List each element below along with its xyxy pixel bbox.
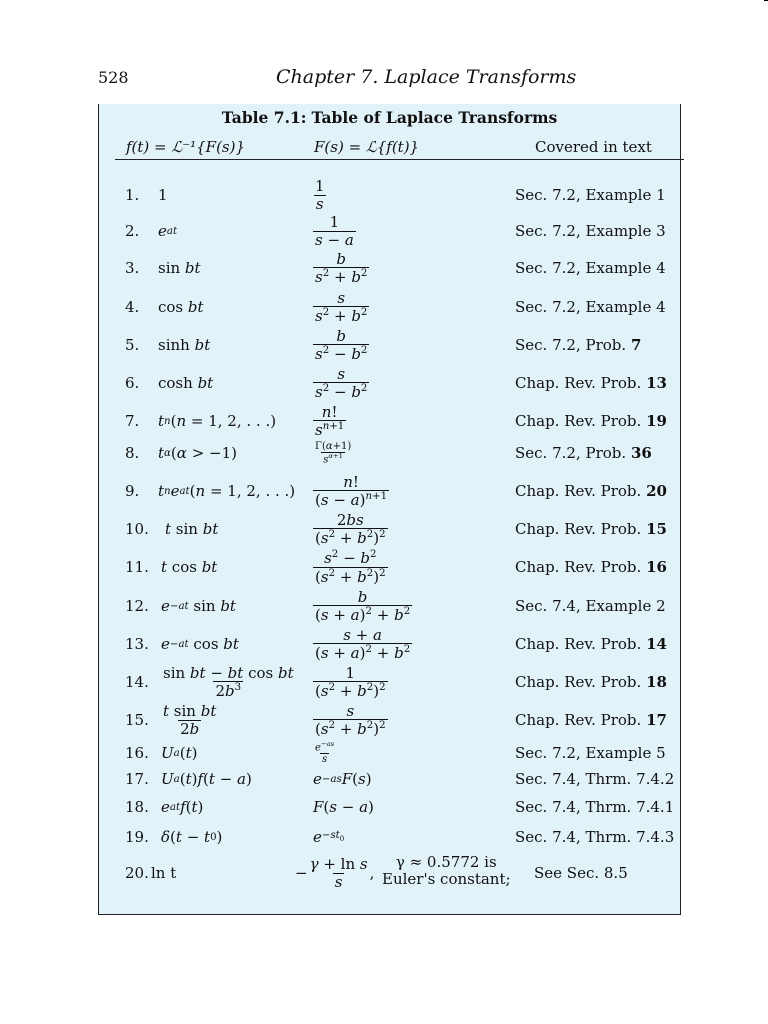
page-number: 528 xyxy=(98,68,129,87)
row-covered: Chap. Rev. Prob. 15 xyxy=(515,520,667,538)
row-function: e −at sin bt xyxy=(161,597,236,615)
row-number: 10. xyxy=(125,520,149,538)
row-function: U a ( t ) xyxy=(161,744,198,762)
table-row xyxy=(99,434,680,472)
row-function: sin bt xyxy=(158,259,201,277)
table-row xyxy=(99,176,680,214)
laplace-table xyxy=(98,104,681,915)
row-covered: Sec. 7.4, Thrm. 7.4.3 xyxy=(515,828,675,846)
row-covered: See Sec. 8.5 xyxy=(534,864,628,882)
row-covered: Sec. 7.2, Example 4 xyxy=(515,259,666,277)
euler-note-line-2: Euler's constant; xyxy=(382,870,511,889)
row-function: 1 xyxy=(158,186,168,204)
row-transform: $\frac{e^{-as}}{s}$ xyxy=(315,739,335,766)
row-transform: $\frac{s}{s^2 + b^2}$ xyxy=(315,288,368,325)
row-function: sinh bt xyxy=(158,336,211,354)
row-covered: Sec. 7.2, Example 1 xyxy=(515,186,666,204)
row-covered: Chap. Rev. Prob. 18 xyxy=(515,673,667,691)
row-covered: Sec. 7.2, Prob. 36 xyxy=(515,444,652,462)
row-covered: Chap. Rev. Prob. 14 xyxy=(515,635,667,653)
euler-note-line-1: γ ≈ 0.5772 is xyxy=(395,853,497,871)
row-function: t sin bt xyxy=(165,520,219,538)
table-row xyxy=(99,212,680,250)
row-transform: e $-st_0$ xyxy=(313,828,345,846)
header-rule xyxy=(115,159,684,160)
row-function: t cos bt xyxy=(161,558,218,576)
row-number: 11. xyxy=(125,558,149,576)
row-covered: Chap. Rev. Prob. 19 xyxy=(515,412,667,430)
row-transform: $\frac{s}{(s^2 + b^2)^2}$ xyxy=(315,701,386,738)
row-transform: $\frac{2bs}{(s^2 + b^2)^2}$ xyxy=(315,510,386,547)
row-covered: Sec. 7.2, Example 4 xyxy=(515,298,666,316)
row-function: U a ( t ) f ( t − a ) xyxy=(161,770,252,788)
row-number: 16. xyxy=(125,744,149,762)
row-transform: $\frac{\Gamma(\alpha+1)}{s^{\alpha+1}}$ xyxy=(315,440,352,466)
table-row xyxy=(99,852,680,894)
caption-label: Table 7.1: xyxy=(221,108,307,127)
row-transform: $\frac{b}{(s + a)^2 + b^2}$ xyxy=(315,587,411,624)
row-function: cosh bt xyxy=(158,374,214,392)
row-number: 20. xyxy=(125,864,149,882)
table-row xyxy=(99,663,680,701)
row-covered: Sec. 7.2, Example 3 xyxy=(515,222,666,240)
table-row xyxy=(99,510,680,548)
row-number: 2. xyxy=(125,222,140,240)
caption-title: Table of Laplace Transforms xyxy=(311,108,558,127)
row-function: $\frac{\text{sin bt − bt cos bt}}{2b^3}$ xyxy=(163,663,294,700)
row-transform: $\frac{b}{s^2 - b^2}$ xyxy=(315,326,368,363)
row-number: 17. xyxy=(125,770,149,788)
row-number: 13. xyxy=(125,635,149,653)
row-number: 14. xyxy=(125,673,149,691)
row-number: 19. xyxy=(125,828,149,846)
row-number: 12. xyxy=(125,597,149,615)
row-transform: − $\frac{\text{γ + ln s}}{s}$ , xyxy=(295,855,375,891)
row-number: 8. xyxy=(125,444,140,462)
row-function: ln t xyxy=(151,864,177,882)
table-row xyxy=(99,249,680,287)
row-transform: F ( s − a ) xyxy=(313,798,374,816)
row-function: e −at cos bt xyxy=(161,635,239,653)
table-row xyxy=(99,625,680,663)
table-row xyxy=(99,818,680,856)
row-number: 6. xyxy=(125,374,140,392)
row-transform: $\frac{s}{s^2 - b^2}$ xyxy=(315,364,368,401)
row-transform: $\frac{1}{s - a}$ xyxy=(315,213,354,249)
row-covered: Sec. 7.4, Example 2 xyxy=(515,597,666,615)
table-row xyxy=(99,364,680,402)
row-covered: Chap. Rev. Prob. 17 xyxy=(515,711,667,729)
row-transform: $\frac{b}{s^2 + b^2}$ xyxy=(315,249,368,286)
header-f: f(t) = ℒ⁻¹{F(s)} xyxy=(126,138,246,156)
row-number: 18. xyxy=(125,798,149,816)
row-transform: $\frac{1}{s}$ xyxy=(315,177,325,213)
corner-mark xyxy=(764,0,768,1)
row-transform: $\frac{s^2 - b^2}{(s^2 + b^2)^2}$ xyxy=(315,549,386,586)
euler-constant-note xyxy=(382,854,511,889)
table-row xyxy=(99,587,680,625)
table-row xyxy=(99,548,680,586)
row-number: 15. xyxy=(125,711,149,729)
row-number: 4. xyxy=(125,298,140,316)
row-covered: Chap. Rev. Prob. 13 xyxy=(515,374,667,392)
header-covered: Covered in text xyxy=(535,138,652,156)
row-covered: Sec. 7.2, Example 5 xyxy=(515,744,666,762)
row-transform: $\frac{1}{(s^2 + b^2)^2}$ xyxy=(315,663,386,700)
row-covered: Sec. 7.4, Thrm. 7.4.1 xyxy=(515,798,675,816)
row-number: 7. xyxy=(125,412,140,430)
table-row xyxy=(99,472,680,510)
row-function: t n e at ( n = 1, 2, . . .) xyxy=(158,482,296,500)
row-function: $\frac{\text{t sin bt}}{2b}$ xyxy=(163,702,217,738)
row-function: t n ( n = 1, 2, . . .) xyxy=(158,412,277,430)
table-row xyxy=(99,326,680,364)
row-covered: Chap. Rev. Prob. 20 xyxy=(515,482,667,500)
row-function: e at f ( t ) xyxy=(161,798,204,816)
row-number: 1. xyxy=(125,186,140,204)
row-covered: Sec. 7.2, Prob. 7 xyxy=(515,336,642,354)
row-transform: $\frac{s + a}{(s + a)^2 + b^2}$ xyxy=(315,625,411,662)
table-row xyxy=(99,288,680,326)
row-function: e at xyxy=(158,222,178,240)
row-number: 3. xyxy=(125,259,140,277)
row-function: δ ( t − t 0 ) xyxy=(161,828,223,846)
table-caption xyxy=(99,108,680,127)
row-covered: Sec. 7.4, Thrm. 7.4.2 xyxy=(515,770,675,788)
row-transform: $\frac{n!}{(s - a)^{n+1}}$ xyxy=(315,472,388,509)
running-head: Chapter 7. Laplace Transforms xyxy=(276,66,577,88)
row-function: t α ( α > −1) xyxy=(158,444,237,462)
header-F: F(s) = ℒ{f(t)} xyxy=(314,138,420,156)
row-covered: Chap. Rev. Prob. 16 xyxy=(515,558,667,576)
row-number: 9. xyxy=(125,482,140,500)
row-transform: e −as F ( s ) xyxy=(313,770,372,788)
row-number: 5. xyxy=(125,336,140,354)
row-function: cos bt xyxy=(158,298,204,316)
row-transform: $\frac{n!}{s^{n+1}}$ xyxy=(315,402,345,439)
